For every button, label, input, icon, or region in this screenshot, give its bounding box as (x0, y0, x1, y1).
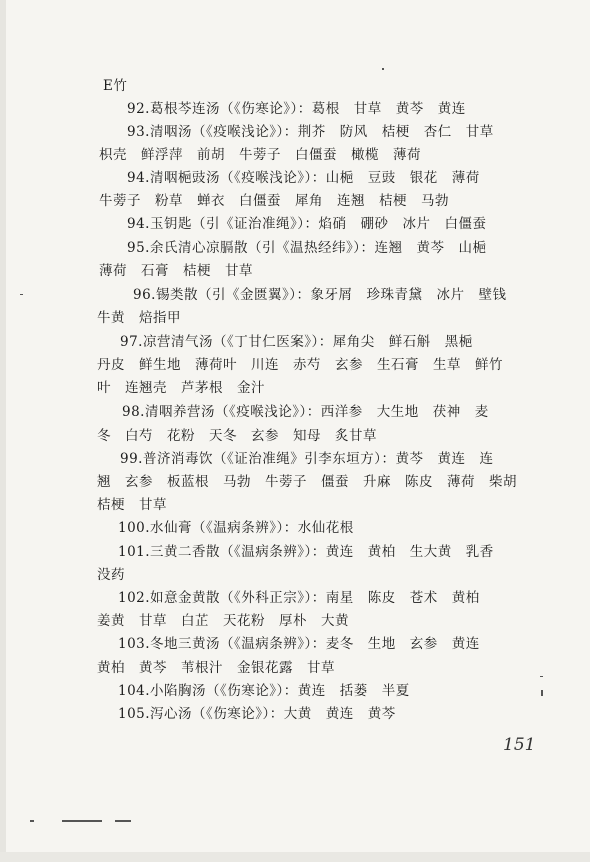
text-line: 98.清咽养营汤（《疫喉浅论》）：西洋参 大生地 茯神 麦 (122, 404, 489, 420)
text-line: 101.三黄二香散（《温病条辨》）：黄连 黄柏 生大黄 乳香 (118, 544, 494, 560)
scan-artifact (382, 68, 384, 70)
text-line: 牛黄 焙指甲 (97, 310, 181, 326)
text-line: 104.小陷胸汤（《伤寒论》）：黄连 括蒌 半夏 (118, 683, 410, 699)
scan-artifact (62, 820, 102, 822)
text-line: 叶 连翘壳 芦茅根 金汁 (97, 380, 265, 396)
text-line: 牛蒡子 粉草 蝉衣 白僵蚕 犀角 连翘 桔梗 马勃 (99, 193, 449, 209)
text-line: 102.如意金黄散（《外科正宗》）：南星 陈皮 苍术 黄柏 (118, 590, 480, 606)
text-line: 97.凉营清气汤（《丁甘仁医案》）：犀角尖 鲜石斛 黑梔 (120, 334, 473, 350)
text-line: 丹皮 鲜生地 薄荷叶 川连 赤芍 玄参 生石膏 生草 鲜竹 (97, 357, 503, 373)
text-line: 没药 (97, 567, 125, 583)
text-line: 93.清咽汤（《疫喉浅论》）：荆芥 防风 桔梗 杏仁 甘草 (127, 124, 494, 140)
text-line: 96.锡类散（引《金匮翼》）：象牙屑 珍珠青黛 冰片 壁钱 (133, 287, 507, 303)
text-line: 薄荷 石膏 桔梗 甘草 (99, 263, 253, 279)
text-line: 冬 白芍 花粉 天冬 玄参 知母 炙甘草 (97, 428, 377, 444)
text-line: 100.水仙膏（《温病条辨》）：水仙花根 (118, 520, 354, 536)
text-line: 姜黄 甘草 白芷 天花粉 厚朴 大黄 (97, 613, 349, 629)
scan-artifact (20, 294, 23, 295)
text-line: 枳壳 鲜浮萍 前胡 牛蒡子 白僵蚕 橄榄 薄荷 (99, 147, 421, 163)
scan-artifact (541, 690, 543, 696)
scan-artifact (115, 820, 131, 822)
text-line: 翘 玄参 板蓝根 马勃 牛蒡子 僵蚕 升麻 陈皮 薄荷 柴胡 (97, 474, 517, 490)
text-line: 黄柏 黄芩 苇根汁 金银花露 甘草 (97, 660, 335, 676)
text-line: 94.玉钥匙（引《证治准绳》）：焰硝 硼砂 冰片 白僵蚕 (127, 216, 487, 232)
text-line: E竹 (103, 78, 128, 94)
text-line: 103.冬地三黄汤（《温病条辨》）：麦冬 生地 玄参 黄连 (118, 636, 480, 652)
scan-artifact (30, 820, 34, 822)
scan-artifact (540, 676, 543, 677)
text-line: 105.泻心汤（《伤寒论》）：大黄 黄连 黄芩 (118, 706, 396, 722)
text-line: 95.余氏清心凉膈散（引《温热经纬》）：连翘 黄芩 山梔 (127, 240, 487, 256)
text-line: 94.清咽梔豉汤（《疫喉浅论》）：山梔 豆豉 银花 薄荷 (127, 170, 480, 186)
scan-border-left (0, 0, 6, 862)
text-line: 99.普济消毒饮（《证治准绳》引李东垣方）：黄芩 黄连 连 (120, 451, 494, 467)
page-number: 151 (503, 735, 536, 755)
text-line: 桔梗 甘草 (97, 497, 167, 513)
text-line: 92.葛根芩连汤（《伤寒论》）：葛根 甘草 黄芩 黄连 (127, 101, 466, 117)
scan-border-bottom (0, 852, 590, 862)
